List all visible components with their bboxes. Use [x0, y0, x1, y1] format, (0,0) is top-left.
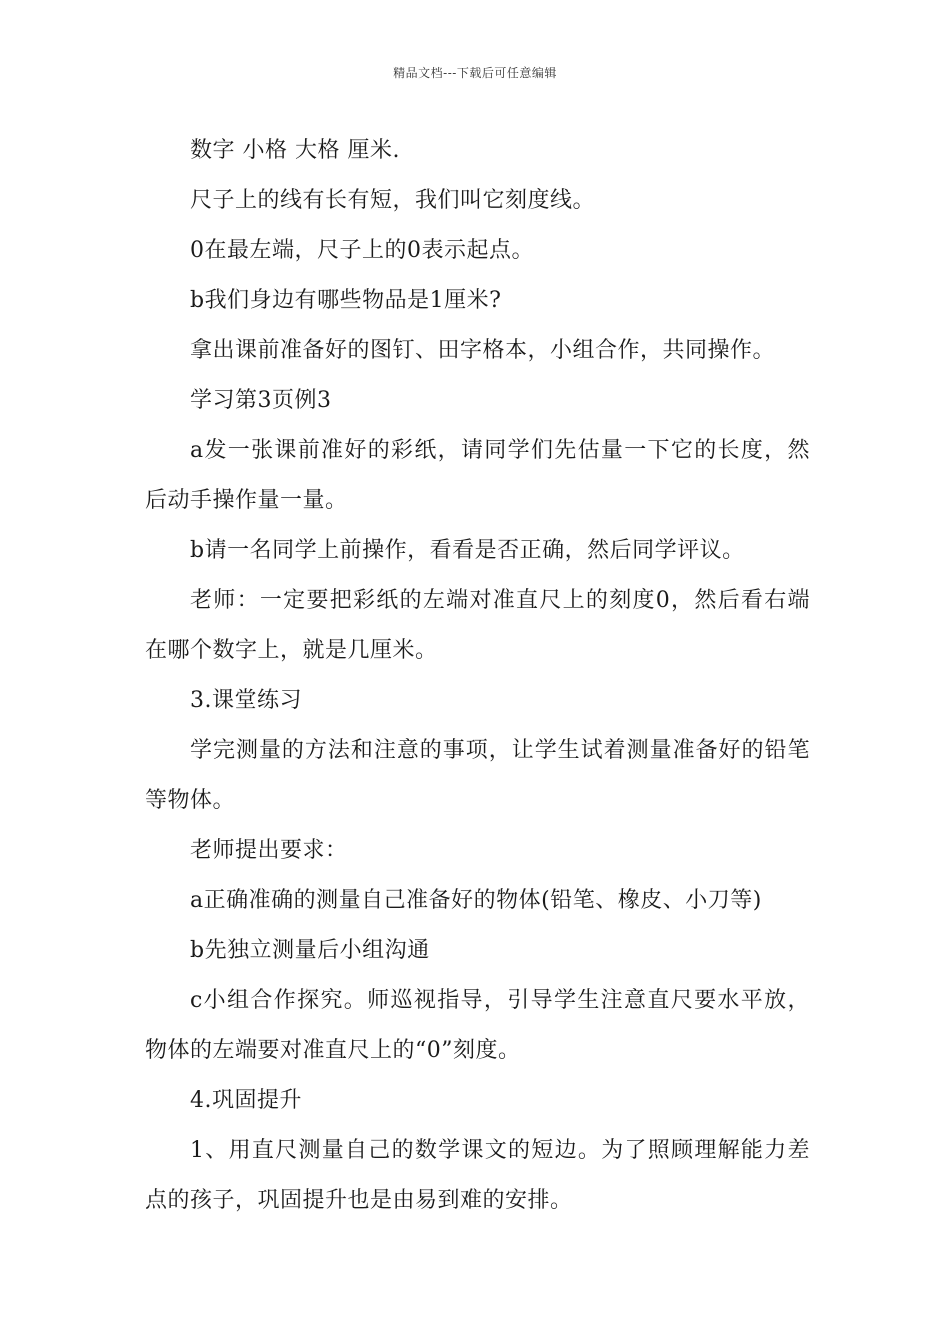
paragraph: a正确准确的测量自己准备好的物体(铅笔、橡皮、小刀等) — [190, 888, 762, 913]
paragraph: 3.课堂练习 — [190, 688, 302, 713]
paragraph: 1、用直尺测量自己的数学课文的短边。为了照顾理解能力差点的孩子，巩固提升也是由易到难的安排。 — [145, 1138, 810, 1213]
paragraph: 4.巩固提升 — [190, 1088, 302, 1113]
paragraph: 老师提出要求： — [190, 838, 348, 863]
paragraph: c小组合作探究。师巡视指导，引导学生注意直尺要水平放，物体的左端要对准直尺上的“0”刻度。 — [145, 988, 810, 1063]
paragraph: 数字 小格 大格 厘米. — [190, 138, 400, 163]
paragraph: a发一张课前准好的彩纸，请同学们先估量一下它的长度，然后动手操作量一量。 — [145, 438, 810, 513]
document-body — [145, 126, 810, 1226]
paragraph: 尺子上的线有长有短，我们叫它刻度线。 — [190, 188, 596, 213]
paragraph: 0在最左端，尺子上的0表示起点。 — [190, 238, 534, 263]
paragraph: b请一名同学上前操作，看看是否正确，然后同学评议。 — [190, 538, 745, 563]
paragraph: 学习第3页例3 — [190, 388, 332, 413]
page-header: 精品文档---下载后可任意编辑 — [393, 66, 557, 80]
paragraph: 拿出课前准备好的图钉、田字格本，小组合作，共同操作。 — [190, 338, 776, 363]
paragraph: b先独立测量后小组沟通 — [190, 938, 430, 963]
paragraph: 老师：一定要把彩纸的左端对准直尺上的刻度0，然后看右端在哪个数字上，就是几厘米。 — [145, 588, 810, 663]
paragraph: b我们身边有哪些物品是1厘米? — [190, 288, 502, 313]
paragraph: 学完测量的方法和注意的事项，让学生试着测量准备好的铅笔等物体。 — [145, 738, 810, 813]
